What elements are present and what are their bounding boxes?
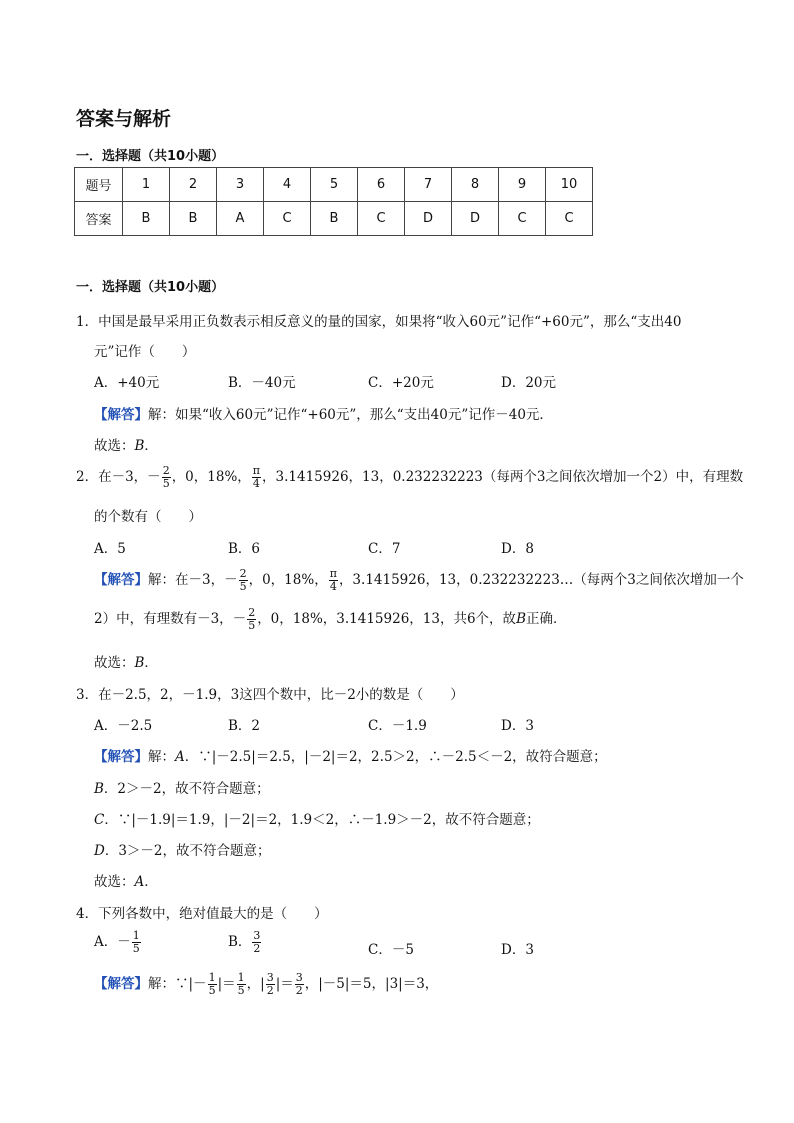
answer-table — [74, 167, 593, 236]
table-cell: 8 — [452, 168, 499, 202]
table-cell: C — [546, 202, 593, 236]
question-4-text: 4．下列各数中，绝对值最大的是（ ） — [76, 906, 328, 922]
fraction — [208, 972, 217, 997]
solution-4 — [94, 972, 438, 997]
numerator: 2 — [248, 606, 256, 619]
numerator: 1 — [237, 971, 245, 984]
table-cell: C — [264, 202, 311, 236]
option-letter: C — [94, 812, 105, 828]
table-cell: 9 — [499, 168, 546, 202]
numerator: 1 — [132, 929, 140, 942]
table-cell: 6 — [358, 168, 405, 202]
solution-text: 2）中，有理数有－3，－ — [94, 611, 247, 627]
solution-text: ，0，18%， — [248, 572, 328, 588]
question-1-text: 1．中国是最早采用正负数表示相反意义的量的国家，如果将“收入60元”记作“+60元”，那么“支出40 — [76, 314, 682, 330]
table-cell: 4 — [264, 168, 311, 202]
denominator: 4 — [329, 580, 337, 593]
table-cell: C — [358, 202, 405, 236]
solution-1 — [94, 403, 553, 423]
solution-tag: 【解答】 — [94, 976, 148, 992]
fraction — [247, 607, 256, 632]
solution-3-d — [94, 839, 271, 859]
denominator: 5 — [208, 984, 216, 997]
option-b — [228, 930, 262, 955]
table-header-cell: 答案 — [75, 202, 123, 236]
solution-tag: 【解答】 — [94, 572, 148, 588]
answer-letter: A — [134, 874, 145, 890]
table-cell: 3 — [217, 168, 264, 202]
table-row — [75, 202, 593, 236]
solution-text: ，|－5|＝5，|3|＝3， — [304, 976, 439, 992]
answer-prefix: 故选： — [94, 438, 135, 454]
numerator: 3 — [295, 971, 303, 984]
answer-choice-1 — [94, 434, 158, 454]
fraction — [162, 465, 171, 490]
section-heading: 一．选择题（共10小题） — [76, 280, 225, 295]
solution-text: ，| — [246, 976, 265, 992]
answer-prefix: 故选： — [94, 655, 135, 671]
solution-text: ．3＞－2，故不符合题意； — [104, 843, 271, 859]
question-2-text — [76, 465, 743, 490]
q2-text-part: ，0，18%， — [171, 469, 251, 485]
solution-3-b — [94, 777, 270, 797]
denominator: 2 — [253, 942, 261, 955]
option-c: C．+20元 — [368, 375, 434, 391]
numerator: 3 — [266, 971, 274, 984]
answer-suffix: ． — [144, 655, 158, 671]
option-c: C．－5 — [368, 942, 414, 958]
table-cell: 5 — [311, 168, 358, 202]
table-cell: A — [217, 202, 264, 236]
table-cell: B — [170, 202, 217, 236]
solution-text: ，0，18%，3.1415926，13，共6个，故 — [257, 611, 517, 627]
numerator: π — [252, 464, 261, 477]
option-letter: B — [516, 611, 526, 627]
table-cell: D — [405, 202, 452, 236]
solution-text: ．2＞－2，故不符合题意； — [103, 781, 270, 797]
denominator: 5 — [237, 984, 245, 997]
solution-tag: 【解答】 — [94, 749, 148, 765]
question-1-text-cont: 元”记作（ ） — [94, 344, 196, 360]
q2-text-part: 2．在－3，－ — [76, 469, 161, 485]
table-cell: 10 — [546, 168, 593, 202]
solution-text: 解：如果“收入60元”记作“+60元”，那么“支出40元”记作－40元． — [148, 407, 553, 423]
solution-text: ，3.1415926，13，0.232232223…（每两个3之间依次增加一个 — [338, 572, 744, 588]
solution-text: ．∵|－1.9|＝1.9，|－2|＝2，1.9＜2，∴－1.9＞－2，故不符合题意； — [104, 812, 540, 828]
page-title: 答案与解析 — [76, 108, 172, 130]
option-label: A．－ — [94, 934, 131, 950]
answer-suffix: ． — [144, 438, 158, 454]
fraction — [252, 465, 261, 490]
answer-letter: B — [134, 655, 145, 671]
option-b: B．2 — [228, 718, 261, 734]
option-letter: D — [94, 843, 105, 859]
table-cell: 2 — [170, 168, 217, 202]
option-b: B．6 — [228, 541, 261, 557]
table-header-cell: 题号 — [75, 168, 123, 202]
solution-text: |＝ — [275, 976, 294, 992]
solution-3-c — [94, 808, 540, 828]
denominator: 5 — [162, 477, 170, 490]
option-a: A．+40元 — [94, 375, 160, 391]
q2-text-part: ，3.1415926，13，0.232232223（每两个3之间依次增加一个2）中，有理数 — [262, 469, 744, 485]
fraction — [329, 568, 338, 593]
table-cell: 7 — [405, 168, 452, 202]
option-a — [94, 930, 142, 955]
table-cell: C — [499, 202, 546, 236]
fraction — [266, 972, 275, 997]
option-label: B． — [228, 934, 252, 950]
fraction — [239, 568, 248, 593]
answer-suffix: ． — [144, 874, 158, 890]
solution-tag: 【解答】 — [94, 407, 148, 423]
answer-choice-3 — [94, 870, 158, 890]
option-c: C．7 — [368, 541, 401, 557]
numerator: π — [329, 567, 337, 580]
solution-2 — [94, 568, 744, 593]
table-cell: B — [311, 202, 358, 236]
option-d: D．8 — [501, 541, 534, 557]
answer-prefix: 故选： — [94, 874, 135, 890]
fraction — [237, 972, 246, 997]
option-d: D．3 — [501, 942, 534, 958]
solution-text: ．∵|－2.5|＝2.5，|－2|＝2，2.5＞2，∴－2.5＜－2，故符合题意； — [184, 749, 607, 765]
answer-letter: B — [134, 438, 145, 454]
fraction — [252, 930, 261, 955]
numerator: 3 — [253, 929, 261, 942]
answer-choice-2 — [94, 651, 158, 671]
denominator: 2 — [295, 984, 303, 997]
table-cell: D — [452, 202, 499, 236]
question-2-text-cont: 的个数有（ ） — [94, 509, 202, 525]
denominator: 4 — [252, 477, 260, 490]
fraction — [295, 972, 304, 997]
option-c: C．－1.9 — [368, 718, 427, 734]
numerator: 2 — [162, 464, 170, 477]
option-b: B．－40元 — [228, 375, 296, 391]
option-d: D．20元 — [501, 375, 557, 391]
solution-text: |＝ — [217, 976, 236, 992]
solution-text: 解：∵|－ — [148, 976, 207, 992]
fraction — [132, 930, 141, 955]
table-cell: B — [123, 202, 170, 236]
table-row — [75, 168, 593, 202]
numerator: 1 — [208, 971, 216, 984]
solution-3 — [94, 745, 607, 765]
option-d: D．3 — [501, 718, 534, 734]
denominator: 2 — [266, 984, 274, 997]
option-letter: A — [175, 749, 185, 765]
denominator: 5 — [248, 619, 256, 632]
section-heading: 一．选择题（共10小题） — [76, 149, 225, 164]
denominator: 5 — [239, 580, 247, 593]
solution-text: 解： — [148, 749, 175, 765]
table-cell: 1 — [123, 168, 170, 202]
numerator: 2 — [239, 567, 247, 580]
question-3-text: 3．在－2.5，2，－1.9，3这四个数中，比－2小的数是（ ） — [76, 687, 464, 703]
option-a: A．－2.5 — [94, 718, 153, 734]
option-letter: B — [94, 781, 104, 797]
solution-text: 正确． — [525, 611, 567, 627]
solution-text: 解：在－3，－ — [148, 572, 238, 588]
denominator: 5 — [132, 942, 140, 955]
option-a: A．5 — [94, 541, 126, 557]
solution-2-cont — [94, 607, 566, 632]
